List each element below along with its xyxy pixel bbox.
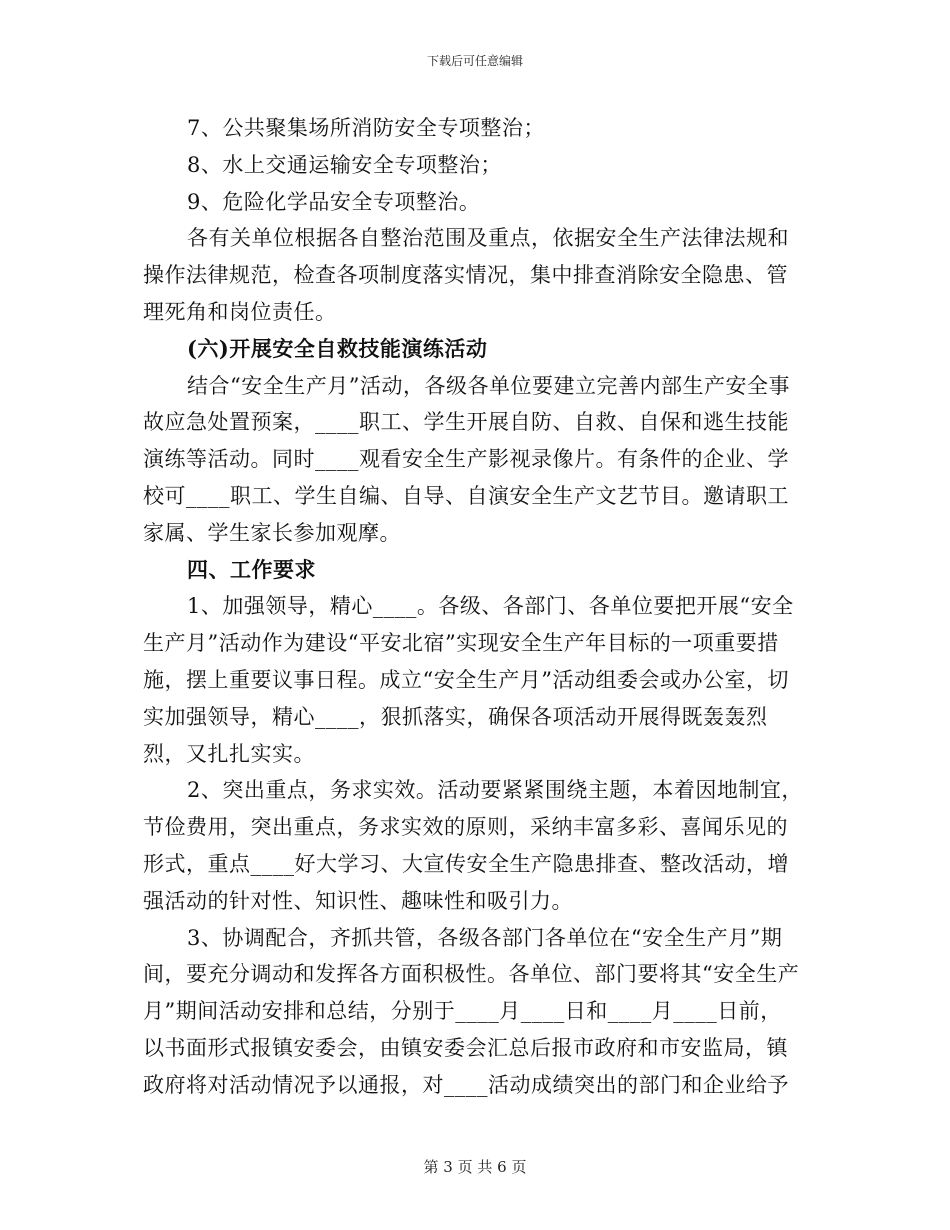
section-heading-drill: (六)开展安全自救技能演练活动 bbox=[187, 335, 488, 361]
paragraph-requirement-3: 3、协调配合，齐抓共管，各级各部门各单位在“安全生产月”期间，要充分调动和发挥各方面积极性。各单位、部门要将其“安全生产月”期间活动安排和总结，分别于____月____日和____月____日前，以书面形式报镇安委会，由镇安委会汇总后报市政府和市安监局，镇政府将对活动情况予以通报，对____活动成绩突出的部门和企业给予 bbox=[143, 925, 800, 1097]
page-header: 下载后可任意编辑 bbox=[426, 54, 523, 68]
section-heading-requirements: 四、工作要求 bbox=[187, 556, 316, 582]
paragraph-rectification-scope: 各有关单位根据各自整治范围及重点，依据安全生产法律法规和操作法律规范，检查各项制度落实情况，集中排查消除安全隐患、管理死角和岗位责任。 bbox=[143, 226, 789, 324]
page-number: 第 3 页 共 6 页 bbox=[423, 1158, 527, 1176]
paragraph-item-8: 8、水上交通运输安全专项整治； bbox=[187, 152, 502, 177]
paragraph-requirement-2: 2、突出重点，务求实效。活动要紧紧围绕主题，本着因地制宜，节俭费用，突出重点，务求实效的原则，采纳丰富多彩、喜闻乐见的形式，重点____好大学习、大宣传安全生产隐患排查、整改活动，增强活动的针对性、知识性、趣味性和吸引力。 bbox=[143, 778, 803, 913]
paragraph-item-9: 9、危险化学品安全专项整治。 bbox=[187, 189, 481, 214]
paragraph-requirement-1: 1、加强领导，精心____。各级、各部门、各单位要把开展“安全生产月”活动作为建设“平安北宿”实现安全生产年目标的一项重要措施，摆上重要议事日程。成立“安全生产月”活动组委会或办公室，切实加强领导，精心____，狠抓落实，确保各项活动开展得既轰轰烈烈，又扎扎实实。 bbox=[143, 594, 794, 766]
paragraph-item-7: 7、公共聚集场所消防安全专项整治； bbox=[187, 116, 545, 140]
document-body bbox=[143, 110, 803, 1104]
paragraph-drill-activities: 结合“安全生产月”活动，各级各单位要建立完善内部生产安全事故应急处置预案，____职工、学生开展自防、自救、自保和逃生技能演练等活动。同时____观看安全生产影视录像片。有条件的企业、学校可____职工、学生自编、自导、自演安全生产文艺节目。邀请职工家属、学生家长参加观摩。 bbox=[143, 373, 790, 545]
